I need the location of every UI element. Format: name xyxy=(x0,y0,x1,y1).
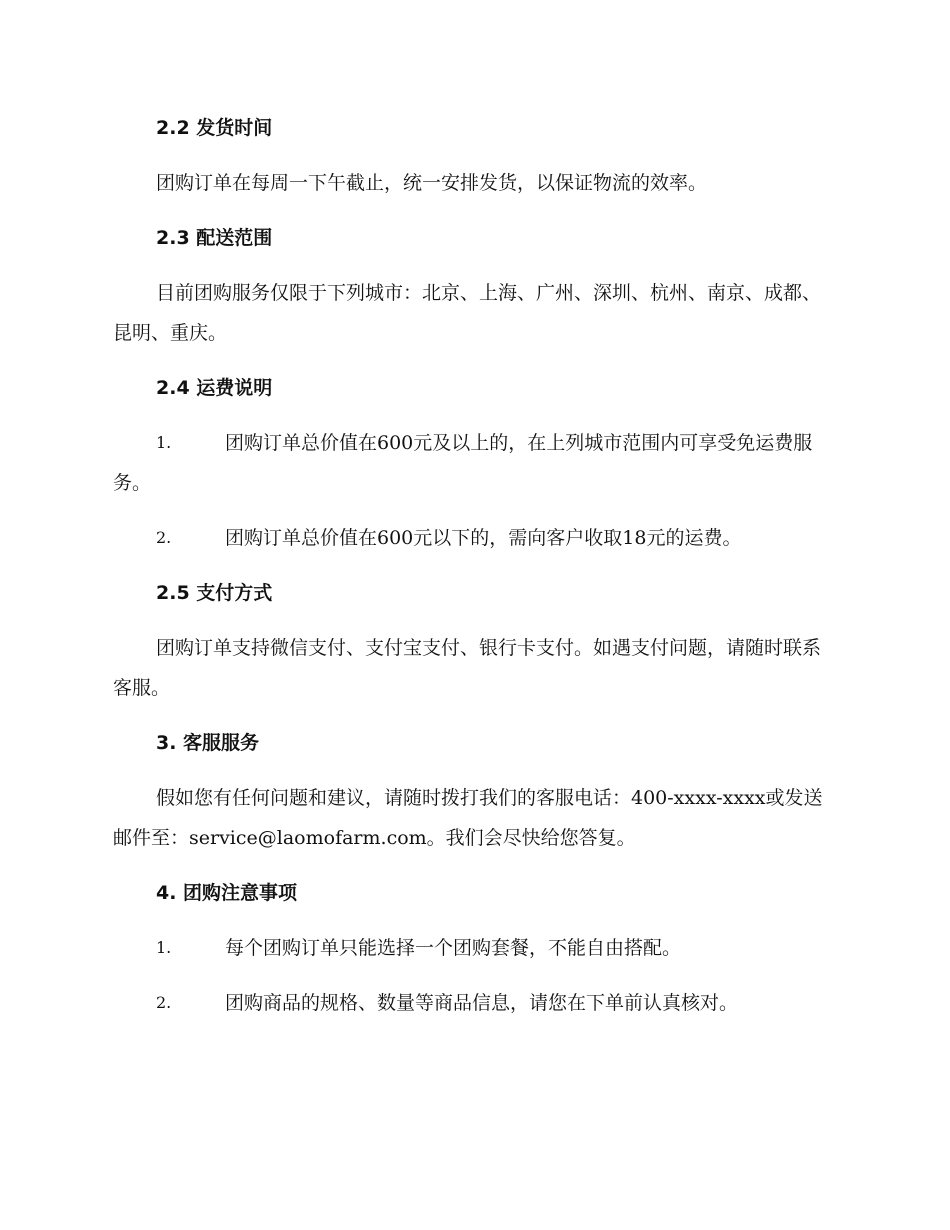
list-number: 2. xyxy=(156,528,172,547)
heading-shipping-time: 2.2 发货时间 xyxy=(156,117,273,139)
list-item xyxy=(113,928,833,968)
para-delivery-range: 目前团购服务仅限于下列城市：北京、上海、广州、深圳、杭州、南京、成都、昆明、重庆。 xyxy=(113,282,822,344)
list-item-text: 团购订单总价值在600元及以上的，在上列城市范围内可享受免运费服务。 xyxy=(113,432,813,494)
para-shipping-time: 团购订单在每周一下午截止，统一安排发货，以保证物流的效率。 xyxy=(156,172,708,194)
para-customer-service: 假如您有任何问题和建议，请随时拨打我们的客服电话：400-xxxx-xxxx或发送邮件至：service@laomofarm.com。我们会尽快给您答复。 xyxy=(113,787,823,849)
list-item xyxy=(113,518,833,558)
list-number: 2. xyxy=(156,993,172,1012)
document-content xyxy=(113,108,833,1023)
list-number: 1. xyxy=(156,433,172,452)
list-item xyxy=(113,983,833,1023)
heading-customer-service: 3. 客服服务 xyxy=(156,732,260,754)
heading-payment-method: 2.5 支付方式 xyxy=(156,582,273,604)
heading-delivery-range: 2.3 配送范围 xyxy=(156,227,273,249)
list-item-text: 每个团购订单只能选择一个团购套餐，不能自由搭配。 xyxy=(225,937,682,959)
heading-shipping-fee: 2.4 运费说明 xyxy=(156,377,273,399)
list-item-text: 团购订单总价值在600元以下的，需向客户收取18元的运费。 xyxy=(225,527,742,549)
list-item xyxy=(113,423,833,503)
heading-group-buy-notes: 4. 团购注意事项 xyxy=(156,882,298,904)
list-item-text: 团购商品的规格、数量等商品信息，请您在下单前认真核对。 xyxy=(225,992,739,1014)
list-number: 1. xyxy=(156,938,172,957)
para-payment-method: 团购订单支持微信支付、支付宝支付、银行卡支付。如遇支付问题，请随时联系客服。 xyxy=(113,637,822,699)
